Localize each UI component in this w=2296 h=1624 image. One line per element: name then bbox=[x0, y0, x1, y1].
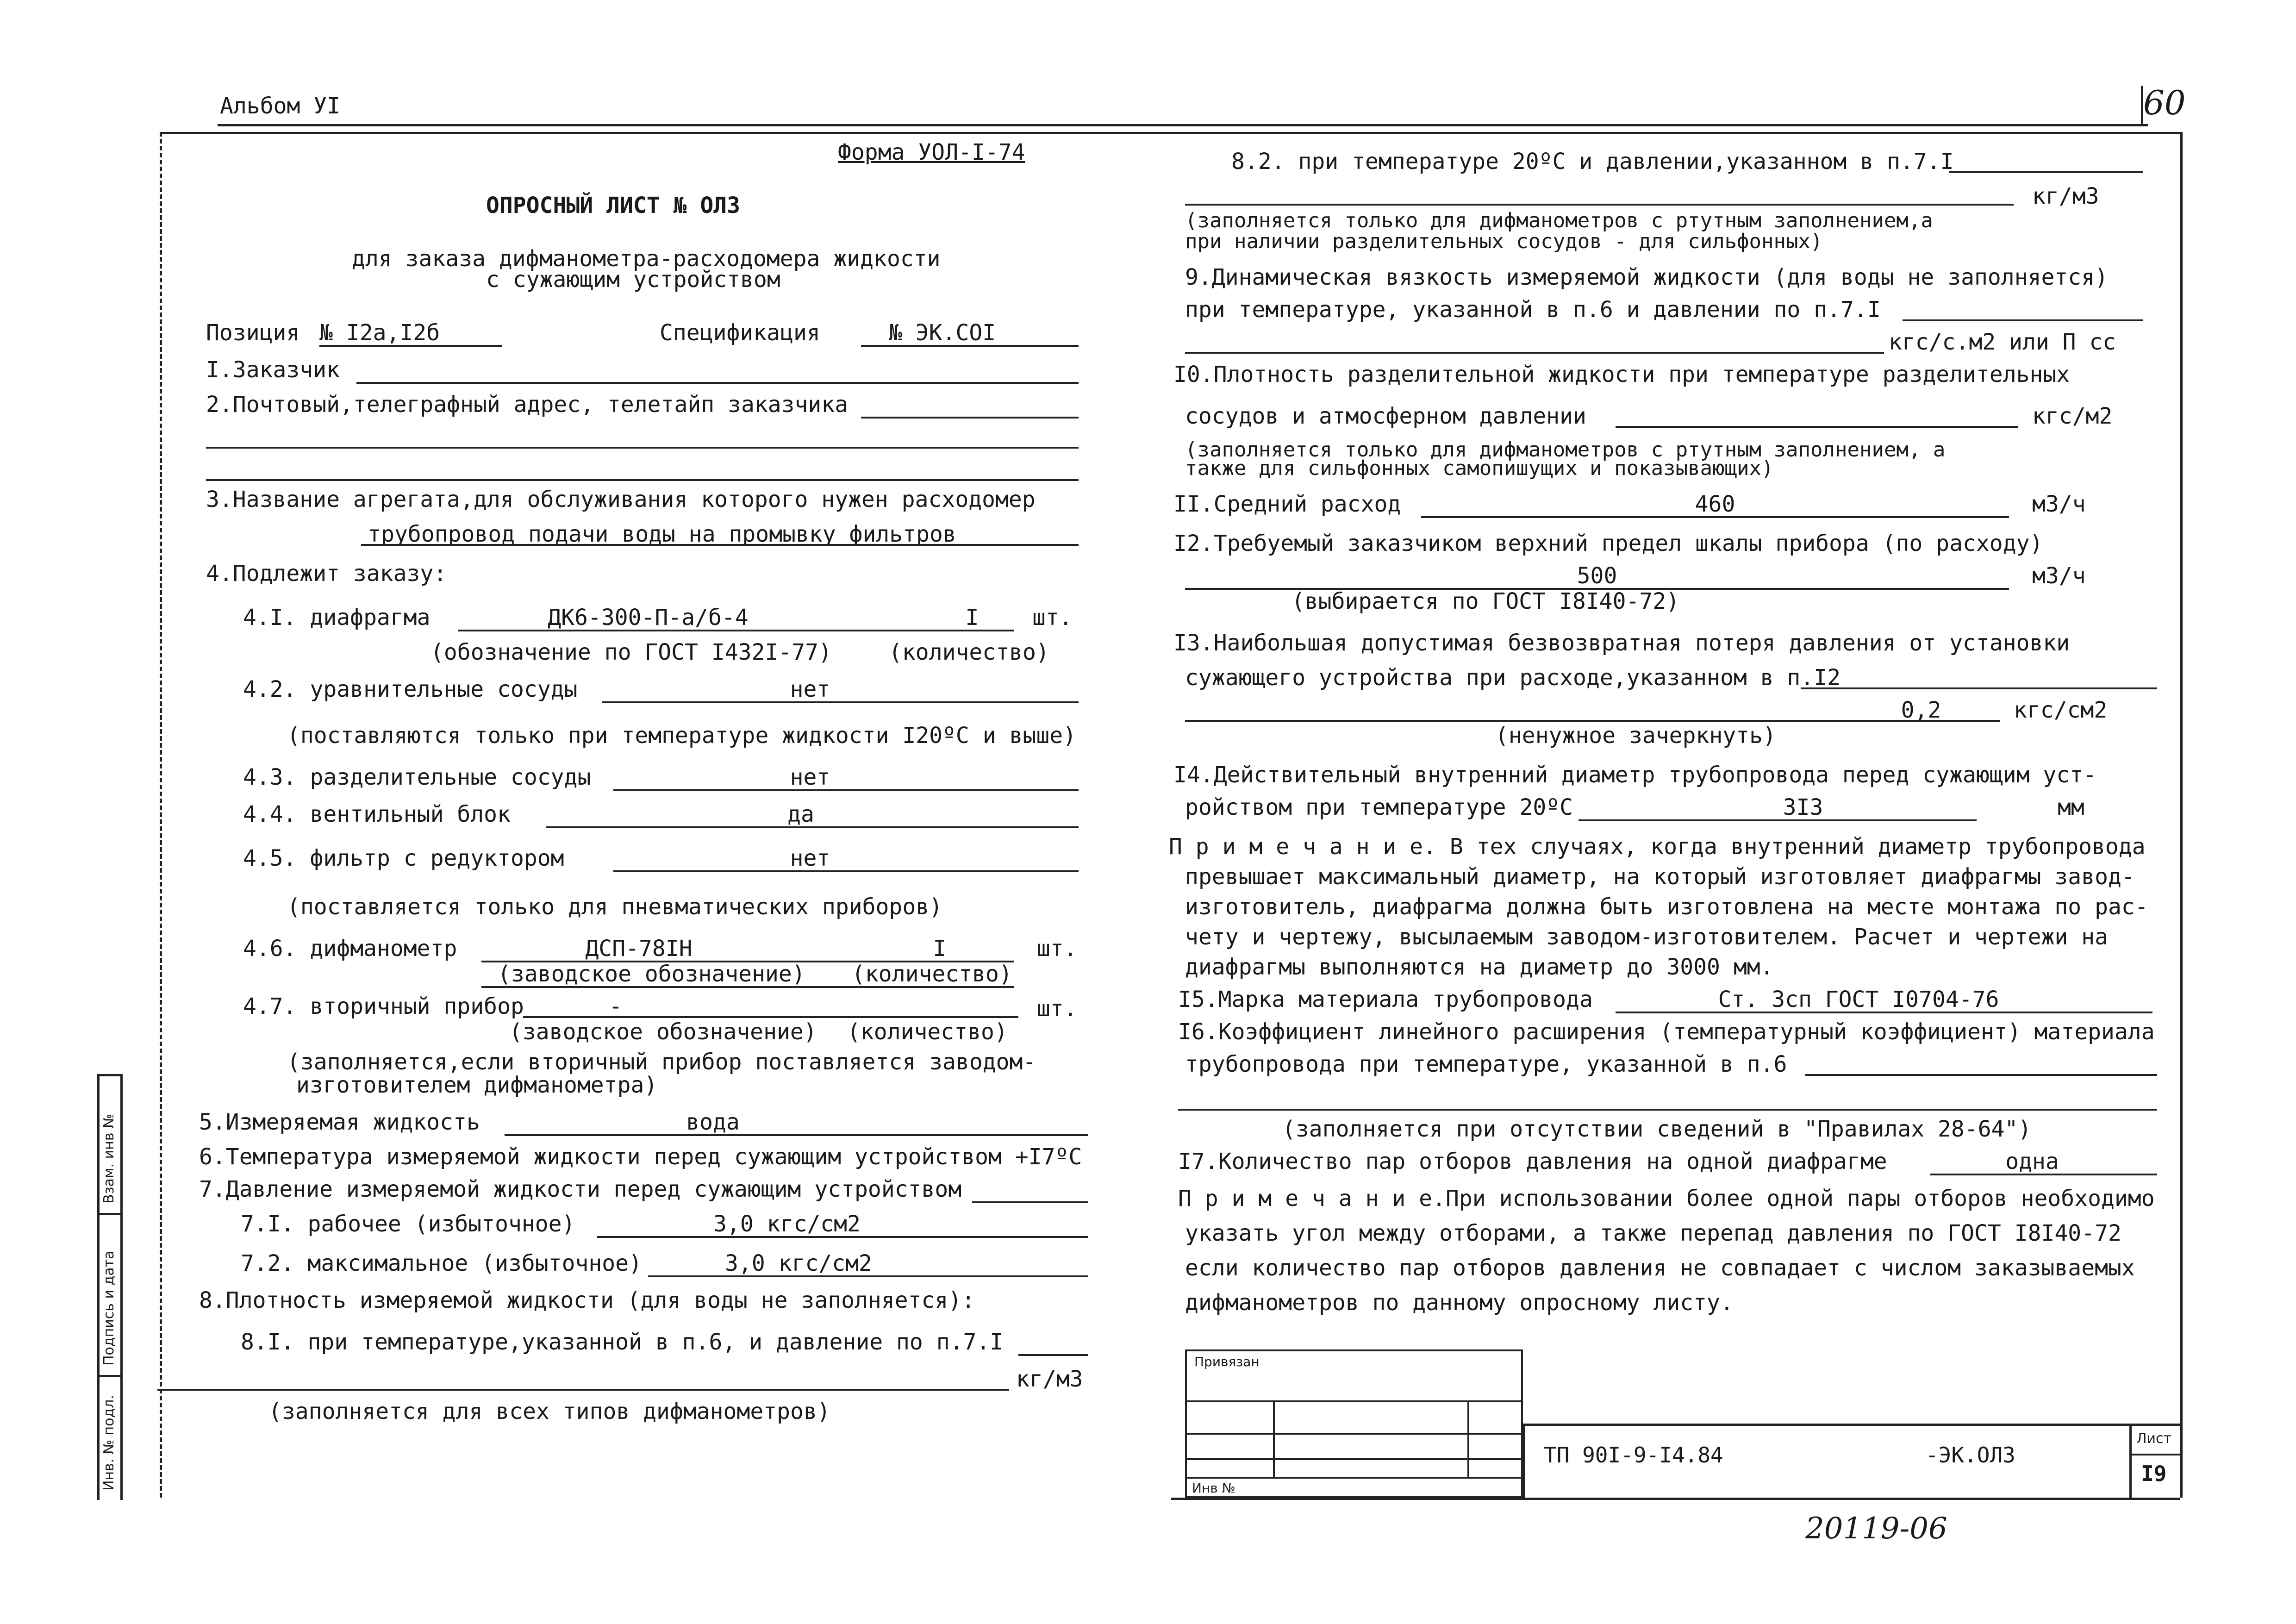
item-4-2-value: нет bbox=[790, 676, 830, 702]
item-4-6-note1: (заводское обозначение) bbox=[498, 961, 805, 987]
item-16-line bbox=[1805, 1074, 2157, 1076]
item-7-1-value: 3,0 кгс/см2 bbox=[713, 1211, 861, 1237]
item-8-1-unit: кг/м3 bbox=[1016, 1366, 1083, 1392]
item-12-unit: м3/ч bbox=[2032, 563, 2086, 589]
item-12-label: I2.Требуемый заказчиком верхний предел шкалы прибора (по расходу) bbox=[1173, 531, 2043, 556]
item-8-1-line2 bbox=[157, 1389, 1009, 1391]
item-8-2-unit: кг/м3 bbox=[2032, 183, 2099, 209]
item-4-1-label: 4.I. диафрагма bbox=[243, 605, 430, 631]
item-8-1: 8.I. при температуре,указанной в п.6, и давление по п.7.I bbox=[241, 1329, 1004, 1355]
item-4-4-line bbox=[546, 826, 1079, 828]
item-17-label: I7.Количество пар отборов давления на одной диафрагме bbox=[1178, 1149, 1887, 1174]
item-10-unit: кгс/м2 bbox=[2032, 403, 2113, 429]
item-7-line bbox=[972, 1201, 1088, 1203]
sheet-label: Лист bbox=[2136, 1430, 2172, 1447]
item-4-6-line2 bbox=[481, 986, 1014, 988]
item-15-value: Ст. 3сп ГОСТ I0704-76 bbox=[1718, 987, 1999, 1012]
note1-line4: чету и чертежу, высылаемым заводом-изготовителем. Расчет и чертежи на bbox=[1185, 924, 2108, 950]
item-4-2-line bbox=[602, 701, 1079, 703]
item-4-7-note4: изготовителем дифманометра) bbox=[296, 1072, 658, 1098]
item-4-7-unit: шт. bbox=[1037, 996, 1077, 1022]
item-8-2-note1: (заполняется только для дифманометров с ртутным заполнением,а bbox=[1185, 209, 1933, 232]
item-4-5-value: нет bbox=[790, 845, 830, 871]
stamp-row4 bbox=[1185, 1477, 1523, 1479]
item-11-unit: м3/ч bbox=[2032, 491, 2086, 517]
item-9-line1: 9.Динамическая вязкость измеряемой жидкости (для воды не заполняется) bbox=[1185, 264, 2108, 290]
page-number-divider bbox=[2141, 86, 2143, 125]
item-14-line2: ройством при температуре 20ºС bbox=[1185, 794, 1573, 820]
item-9-line-b bbox=[1185, 352, 1884, 354]
note2-line4: дифманометров по данному опросному листу. bbox=[1185, 1290, 1734, 1316]
item-2-line3 bbox=[206, 479, 1079, 481]
doc-suffix: -ЭК.ОЛЗ bbox=[1926, 1443, 2015, 1468]
item-8-2-line bbox=[1949, 171, 2143, 173]
item-1: I.Заказчик bbox=[206, 357, 340, 383]
item-2: 2.Почтовый,телеграфный адрес, телетайп заказчика bbox=[206, 392, 849, 418]
item-8-2: 8.2. при температуре 20ºС и давлении,указанном в п.7.I bbox=[1231, 149, 1954, 175]
item-5-label: 5.Измеряемая жидкость bbox=[199, 1109, 480, 1135]
position-label: Позиция bbox=[206, 320, 300, 346]
item-14-line bbox=[1578, 819, 1977, 821]
position-line bbox=[319, 345, 502, 347]
stamp-row2 bbox=[1185, 1433, 1523, 1435]
item-4-2-label: 4.2. уравнительные сосуды bbox=[243, 676, 578, 702]
item-16-line1: I6.Коэффициент линейного расширения (температурный коэффициент) материала bbox=[1178, 1019, 2155, 1045]
title-block-sheet-row bbox=[2129, 1454, 2180, 1455]
item-7-1-label: 7.I. рабочее (избыточное) bbox=[241, 1211, 575, 1237]
item-13-unit: кгс/см2 bbox=[2014, 697, 2108, 723]
frame-right bbox=[2180, 132, 2183, 1498]
item-4-1-value: ДК6-300-П-а/б-4 bbox=[548, 605, 749, 631]
item-4-6-qty: I bbox=[933, 936, 947, 962]
item-10-line1: I0.Плотность разделительной жидкости при температуре разделительных bbox=[1173, 362, 2070, 387]
side-strip-div1 bbox=[97, 1213, 120, 1215]
page-number: 60 bbox=[2143, 83, 2186, 122]
title-line1: ОПРОСНЫЙ ЛИСТ № ОЛЗ bbox=[486, 193, 741, 219]
stamp-col2 bbox=[1467, 1400, 1469, 1477]
sheet-value: I9 bbox=[2141, 1461, 2167, 1486]
item-11-line bbox=[1421, 516, 2009, 518]
item-8-1-note: (заполняется для всех типов дифманометров) bbox=[268, 1399, 830, 1424]
frame-bottom bbox=[1171, 1498, 2180, 1500]
item-17-value: одна bbox=[2005, 1149, 2059, 1174]
note1-line5: диафрагмы выполняются на диаметр до 3000 мм. bbox=[1185, 954, 1774, 980]
item-14-value: 3I3 bbox=[1783, 794, 1823, 820]
item-4: 4.Подлежит заказу: bbox=[206, 561, 447, 587]
item-12-note: (выбирается по ГОСТ I8I40-72) bbox=[1292, 588, 1680, 614]
album-label: Альбом УI bbox=[220, 93, 341, 119]
item-2-line2 bbox=[206, 447, 1079, 449]
item-13-line bbox=[1801, 687, 2157, 689]
item-10-line2: сосудов и атмосферном давлении bbox=[1185, 403, 1586, 429]
note1-line3: изготовитель, диафрагма должна быть изготовлена на месте монтажа по рас- bbox=[1185, 894, 2148, 920]
note2-line1: П р и м е ч а н и е.При использовании более одной пары отборов необходимо bbox=[1178, 1186, 2155, 1212]
item-8-1-line bbox=[1018, 1354, 1088, 1356]
title-line2: для заказа дифманометра-расходомера жидкости bbox=[352, 246, 941, 272]
stamp-privyazan: Привязан bbox=[1194, 1354, 1260, 1369]
note2-line3: если количество пар отборов давления не совпадает с числом заказываемых bbox=[1185, 1255, 2135, 1281]
item-13-line2: сужающего устройства при расходе,указанном в п.I2 bbox=[1185, 665, 1841, 691]
item-4-6-value: ДСП-78IН bbox=[585, 936, 693, 962]
note1-line2: превышает максимальный диаметр, на который изготовляет диафрагмы завод- bbox=[1185, 864, 2135, 890]
item-4-1-unit: шт. bbox=[1032, 605, 1073, 631]
item-4-6-note2: (количество) bbox=[852, 961, 1012, 987]
item-12-value: 500 bbox=[1577, 563, 1617, 589]
item-14-line1: I4.Действительный внутренний диаметр трубопровода перед сужающим уст- bbox=[1173, 762, 2096, 788]
item-4-7-value: - bbox=[609, 993, 623, 1019]
item-4-5-line bbox=[613, 870, 1079, 872]
item-7-2-value: 3,0 кгс/см2 bbox=[725, 1250, 872, 1276]
item-7-2-line bbox=[648, 1275, 1088, 1277]
item-7: 7.Давление измеряемой жидкости перед сужающим устройством bbox=[199, 1176, 962, 1202]
item-9-line bbox=[1903, 319, 2143, 321]
frame-top bbox=[160, 132, 2180, 134]
item-4-1-qty: I bbox=[965, 605, 979, 631]
item-14-unit: мм bbox=[2058, 794, 2084, 820]
item-6: 6.Температура измеряемой жидкости перед сужающим устройством +I7ºС bbox=[199, 1144, 1082, 1170]
stamp-inv: Инв № bbox=[1192, 1480, 1235, 1496]
item-4-5-note: (поставляется только для пневматических приборов) bbox=[287, 894, 943, 920]
side-label-3: Инв. № подл. bbox=[101, 1395, 117, 1491]
side-label-2: Подпись и дата bbox=[101, 1250, 117, 1366]
position-value: № I2а,I2б bbox=[319, 320, 440, 346]
item-4-7-note3: (заполняется,если вторичный прибор поставляется заводом- bbox=[287, 1049, 1036, 1075]
frame-left bbox=[160, 132, 162, 1498]
item-4-7-note1: (заводское обозначение) bbox=[509, 1019, 817, 1045]
item-15-label: I5.Марка материала трубопровода bbox=[1178, 987, 1593, 1012]
spec-line bbox=[861, 345, 1079, 347]
item-4-4-value: да bbox=[787, 801, 814, 827]
item-3-line bbox=[361, 544, 1079, 546]
item-13-line-b bbox=[1185, 720, 2000, 722]
item-9-unit: кгс/с.м2 или П сс bbox=[1889, 329, 2116, 355]
form-code: Форма УОЛ-I-74 bbox=[838, 139, 1025, 165]
item-4-3-label: 4.3. разделительные сосуды bbox=[243, 764, 591, 790]
item-4-3-line bbox=[613, 789, 1079, 791]
title-block-sheet-divider bbox=[2129, 1424, 2132, 1498]
item-11-label: II.Средний расход bbox=[1173, 491, 1401, 517]
item-9-line2: при температуре, указанной в п.6 и давлении по п.7.I bbox=[1185, 297, 1881, 323]
stamp-row1 bbox=[1185, 1400, 1523, 1402]
item-4-4-label: 4.4. вентильный блок bbox=[243, 801, 511, 827]
handwritten-number: 20119-06 bbox=[1805, 1512, 1947, 1546]
doc-code: ТП 90I-9-I4.84 bbox=[1544, 1443, 1723, 1468]
spec-value: № ЭК.СОI bbox=[889, 320, 996, 346]
stamp-box bbox=[1185, 1349, 1523, 1498]
side-strip-top bbox=[97, 1074, 120, 1076]
item-3-value: трубопровод подачи воды на промывку фильтров bbox=[368, 521, 956, 547]
item-10-note1: (заполняется только для дифманометров с ртутным заполнением, а bbox=[1185, 438, 1946, 462]
item-4-7-note2: (количество) bbox=[847, 1019, 1008, 1045]
item-13-note: (ненужное зачеркнуть) bbox=[1495, 723, 1776, 749]
title-line3: с сужающим устройством bbox=[486, 267, 780, 293]
side-strip-div2 bbox=[97, 1375, 120, 1377]
note1-line1: П р и м е ч а н и е. В тех случаях, когда внутренний диаметр трубопровода bbox=[1169, 834, 2146, 860]
item-15-line bbox=[1616, 1012, 2152, 1013]
item-4-7-label: 4.7. вторичный прибор bbox=[243, 993, 524, 1019]
item-4-5-label: 4.5. фильтр с редуктором bbox=[243, 845, 564, 871]
item-13-value: 0,2 bbox=[1901, 697, 1941, 723]
item-8-2-note2: при наличии разделительных сосудов - для сильфонных) bbox=[1185, 230, 1823, 253]
item-4-1-note1: (обозначение по ГОСТ I432I-77) bbox=[430, 639, 832, 665]
spec-label: Спецификация bbox=[660, 320, 820, 346]
item-1-line bbox=[356, 382, 1079, 384]
item-4-2-note: (поставляются только при температуре жидкости I20ºC и выше) bbox=[287, 723, 1077, 749]
item-16-line2: трубопровода при температуре, указанной в п.6 bbox=[1185, 1051, 1787, 1077]
stamp-row3 bbox=[1185, 1458, 1523, 1460]
item-4-6-unit: шт. bbox=[1037, 936, 1077, 962]
side-label-1: Взам. инв № bbox=[101, 1113, 117, 1204]
item-3: 3.Название агрегата,для обслуживания которого нужен расходомер bbox=[206, 487, 1036, 512]
item-2-line bbox=[861, 417, 1079, 418]
item-4-7-line bbox=[523, 1016, 1018, 1018]
item-11-value: 460 bbox=[1695, 491, 1735, 517]
stamp-col1 bbox=[1273, 1400, 1275, 1477]
item-17-line bbox=[1930, 1174, 2157, 1175]
item-4-1-line bbox=[458, 630, 1014, 631]
title-block-left bbox=[1523, 1424, 1525, 1498]
item-10-line bbox=[1616, 426, 2018, 428]
item-4-6-label: 4.6. дифманометр bbox=[243, 936, 457, 962]
item-10-note2: также для сильфонных самопишущих и показывающих) bbox=[1185, 456, 1774, 480]
item-16-line-b bbox=[1178, 1109, 2157, 1111]
item-5-line bbox=[505, 1134, 1088, 1136]
item-7-1-line bbox=[597, 1236, 1088, 1238]
item-5-value: вода bbox=[686, 1109, 740, 1135]
item-4-1-note2: (количество) bbox=[889, 639, 1049, 665]
item-8-2-line2 bbox=[1185, 204, 2014, 206]
item-4-3-value: нет bbox=[790, 764, 830, 790]
side-strip-left bbox=[97, 1074, 100, 1500]
item-16-note: (заполняется при отсутствии сведений в "Правилах 28-64") bbox=[1282, 1116, 2032, 1142]
title-block-top bbox=[1523, 1424, 2180, 1426]
note2-line2: указать угол между отборами, а также перепад давления по ГОСТ I8I40-72 bbox=[1185, 1220, 2121, 1246]
item-8: 8.Плотность измеряемой жидкости (для воды не заполняется): bbox=[199, 1287, 975, 1313]
side-strip-right bbox=[120, 1074, 123, 1500]
top-rule bbox=[218, 124, 2148, 126]
item-7-2-label: 7.2. максимальное (избыточное) bbox=[241, 1250, 642, 1276]
item-13-line1: I3.Наибольшая допустимая безвозвратная потеря давления от установки bbox=[1173, 630, 2070, 656]
